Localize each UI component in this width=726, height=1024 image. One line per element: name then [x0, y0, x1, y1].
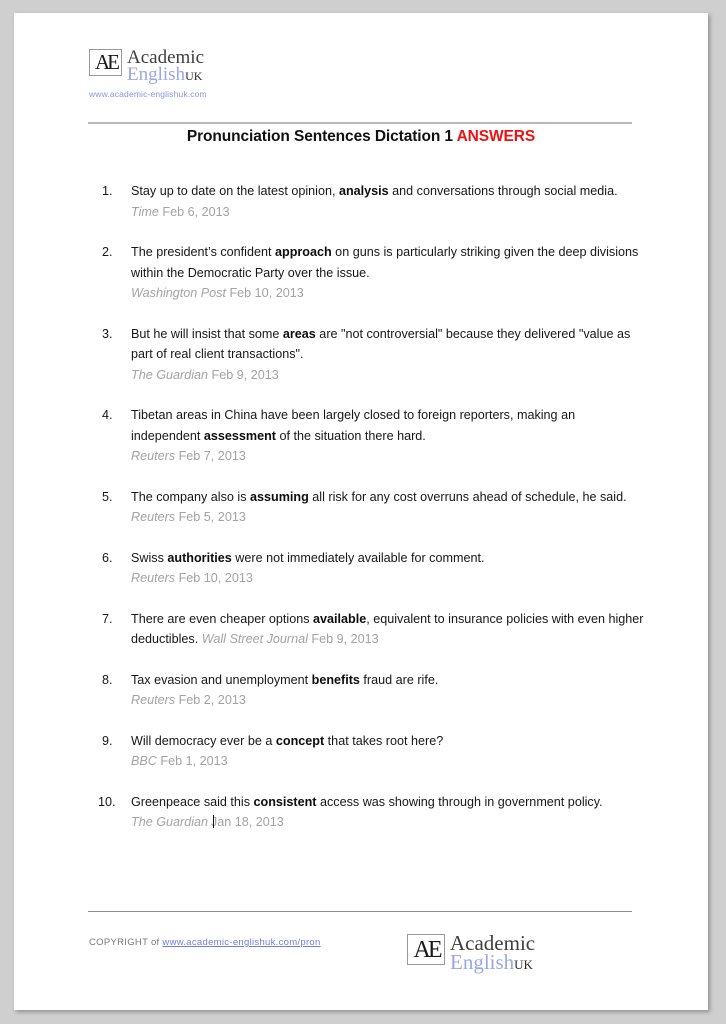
sentence-keyword: areas	[282, 326, 316, 341]
sentence-item-number: 5.	[102, 489, 113, 504]
sentence-source-date: Feb 9, 2013	[208, 367, 279, 382]
footer-logo-row	[407, 933, 535, 973]
sentence-text-after: that takes root here?	[324, 733, 444, 748]
sentence-text-before: The company also is	[131, 489, 250, 504]
copyright-link[interactable]: www.academic-englishuk.com/pron	[162, 937, 321, 948]
sentence-text	[131, 673, 438, 687]
sentence-text-after: , equivalent to insurance policies with even higher deductibles.	[131, 611, 644, 646]
sentence-item-number: 4.	[102, 408, 113, 422]
sentence-source	[131, 446, 646, 467]
sentence-item-number: 3.	[102, 326, 113, 341]
sentence-item-number: 2.	[102, 245, 113, 259]
logo-word-english: English	[127, 64, 186, 85]
sentence-text	[131, 551, 484, 565]
sentence-source-name: Time	[131, 204, 159, 219]
footer-logo	[407, 933, 535, 973]
sentence-text-before: Tibetan areas in China have been largely closed to foreign reporters, making an independent	[131, 408, 576, 443]
sentence-text-before: Greenpeace said this	[131, 794, 254, 809]
sentence-text-after: of the situation there hard.	[275, 428, 426, 443]
sentence-keyword: concept	[275, 733, 325, 748]
sentence-source-date: Feb 10, 2013	[225, 286, 304, 300]
sentence-text-before: Stay up to date on the latest opinion,	[131, 184, 339, 198]
sentence-item-body	[131, 548, 646, 589]
sentence-source-name: Reuters	[131, 510, 176, 524]
sentences-list	[14, 181, 708, 853]
sentence-keyword: approach	[275, 245, 332, 259]
footer-logo-wordmark	[450, 933, 535, 973]
sentence-text-after: were not immediately available for comment.	[231, 550, 485, 565]
sentence-keyword: available	[313, 611, 367, 626]
sentence-item-number: 9.	[102, 733, 113, 748]
sentence-text-before: The president’s confident	[131, 245, 275, 259]
footer-logo-word-englishuk	[450, 952, 535, 973]
logo-wordmark	[127, 48, 204, 84]
sentence-item-body	[131, 487, 646, 528]
sentence-source	[131, 507, 646, 528]
sentence-text-before: Tax evasion and unemployment	[131, 672, 312, 687]
sentence-source	[202, 632, 379, 646]
sentence-item	[14, 181, 708, 222]
sentence-text	[131, 184, 618, 198]
page-title-main: Pronunciation Sentences Dictation 1	[186, 128, 457, 145]
sentence-item	[14, 405, 708, 467]
sentence-source	[131, 568, 646, 589]
sentence-text	[131, 795, 603, 809]
sentence-item-body	[131, 670, 646, 711]
sentence-item	[14, 487, 708, 528]
sentence-item-number: 8.	[102, 672, 113, 687]
sentence-item	[14, 609, 708, 650]
sentence-item-number: 6.	[102, 550, 113, 565]
text-cursor-caret	[213, 815, 214, 828]
page-title-answers: ANSWERS	[456, 128, 536, 145]
ae-monogram-icon: AE	[89, 49, 122, 76]
header-website-url[interactable]: www.academic-englishuk.com	[89, 89, 207, 99]
sentence-source-name: Reuters	[131, 571, 176, 585]
sentence-item-body	[131, 792, 646, 833]
sentence-source-name: Reuters	[131, 449, 176, 463]
sentence-source	[131, 365, 646, 386]
ae-monogram-icon: AE	[407, 934, 445, 965]
sentence-keyword: benefits	[311, 672, 360, 687]
footer-logo-word-english: English	[450, 950, 515, 974]
sentence-text	[131, 490, 627, 504]
sentence-source-name: Washington Post	[131, 286, 226, 300]
header-logo	[89, 48, 204, 84]
sentence-source-name: BBC	[131, 754, 157, 768]
sentence-text-after: fraud are rife.	[359, 672, 439, 687]
sentence-keyword: authorities	[167, 550, 232, 565]
sentence-source	[131, 812, 646, 833]
logo-word-englishuk	[127, 65, 204, 84]
header-divider	[88, 122, 632, 124]
sentence-item	[14, 670, 708, 711]
sentence-text	[131, 327, 630, 362]
sentence-source	[131, 283, 646, 304]
sentence-item-body	[131, 609, 646, 650]
sentence-item	[14, 242, 708, 304]
footer-divider	[88, 911, 632, 912]
sentence-source-date: Feb 7, 2013	[175, 449, 246, 463]
sentence-item	[14, 548, 708, 589]
sentence-item-number: 1.	[102, 184, 113, 198]
sentence-text-after: access was showing through in government policy.	[316, 794, 603, 809]
sentence-item	[14, 731, 708, 772]
sentence-source-date: Jan 18, 2013	[210, 815, 284, 829]
sentence-text-before: Will democracy ever be a	[131, 733, 276, 748]
sentence-source-name: The Guardian	[131, 815, 209, 829]
page-header	[14, 13, 708, 113]
sentence-text	[131, 408, 575, 443]
sentence-source-date: Feb 6, 2013	[158, 204, 230, 219]
sentence-item-body	[131, 405, 646, 467]
sentence-text	[131, 734, 443, 748]
page-title	[14, 128, 708, 146]
sentence-text-after: all risk for any cost overruns ahead of schedule, he said.	[308, 489, 627, 504]
sentence-source-date: Feb 1, 2013	[156, 754, 228, 768]
sentence-text-before: Swiss	[131, 550, 168, 565]
logo-row	[89, 48, 204, 84]
sentence-keyword: assuming	[250, 489, 309, 504]
sentence-text-after: are "not controversial" because they delivered "value as part of real client transactions".	[131, 326, 631, 361]
sentence-item-number: 10.	[98, 794, 116, 809]
sentence-item-body	[131, 731, 646, 772]
sentence-text-after: on guns is particularly striking given the deep divisions within the Democratic Party over the issue.	[131, 245, 639, 280]
sentence-item	[14, 324, 708, 386]
sentence-source-date: Feb 10, 2013	[175, 571, 253, 585]
logo-word-academic: Academic	[127, 47, 205, 68]
sentence-item	[14, 792, 708, 833]
sentence-source-date: Feb 5, 2013	[175, 510, 246, 524]
sentence-text-after: and conversations through social media.	[388, 184, 618, 198]
sentence-source	[131, 202, 646, 223]
sentence-source	[131, 751, 646, 772]
sentence-item-body	[131, 181, 646, 222]
document-page	[14, 13, 708, 1010]
sentence-item-body	[131, 324, 646, 386]
sentence-source-name: Wall Street Journal	[201, 632, 308, 646]
sentence-text-before: There are even cheaper options	[131, 611, 314, 626]
sentence-source-name: Reuters	[131, 693, 176, 707]
sentence-item-number: 7.	[102, 611, 113, 626]
copyright-label: COPYRIGHT of	[89, 937, 163, 948]
sentence-keyword: analysis	[338, 184, 389, 198]
sentence-source-date: Feb 2, 2013	[175, 693, 246, 707]
sentence-source-name: The Guardian	[131, 367, 209, 382]
footer-logo-word-uk: UK	[514, 957, 533, 972]
sentence-source	[131, 690, 646, 711]
footer-logo-word-academic: Academic	[450, 931, 536, 955]
page-footer	[14, 921, 708, 991]
sentence-item-body	[131, 242, 646, 304]
sentence-text-before: But he will insist that some	[131, 326, 283, 341]
sentence-keyword: assessment	[203, 428, 276, 443]
copyright-notice	[89, 937, 321, 948]
sentence-keyword: consistent	[253, 794, 317, 809]
sentence-text	[131, 245, 638, 280]
logo-word-uk: UK	[185, 69, 203, 83]
sentence-source-date: Feb 9, 2013	[307, 632, 379, 646]
